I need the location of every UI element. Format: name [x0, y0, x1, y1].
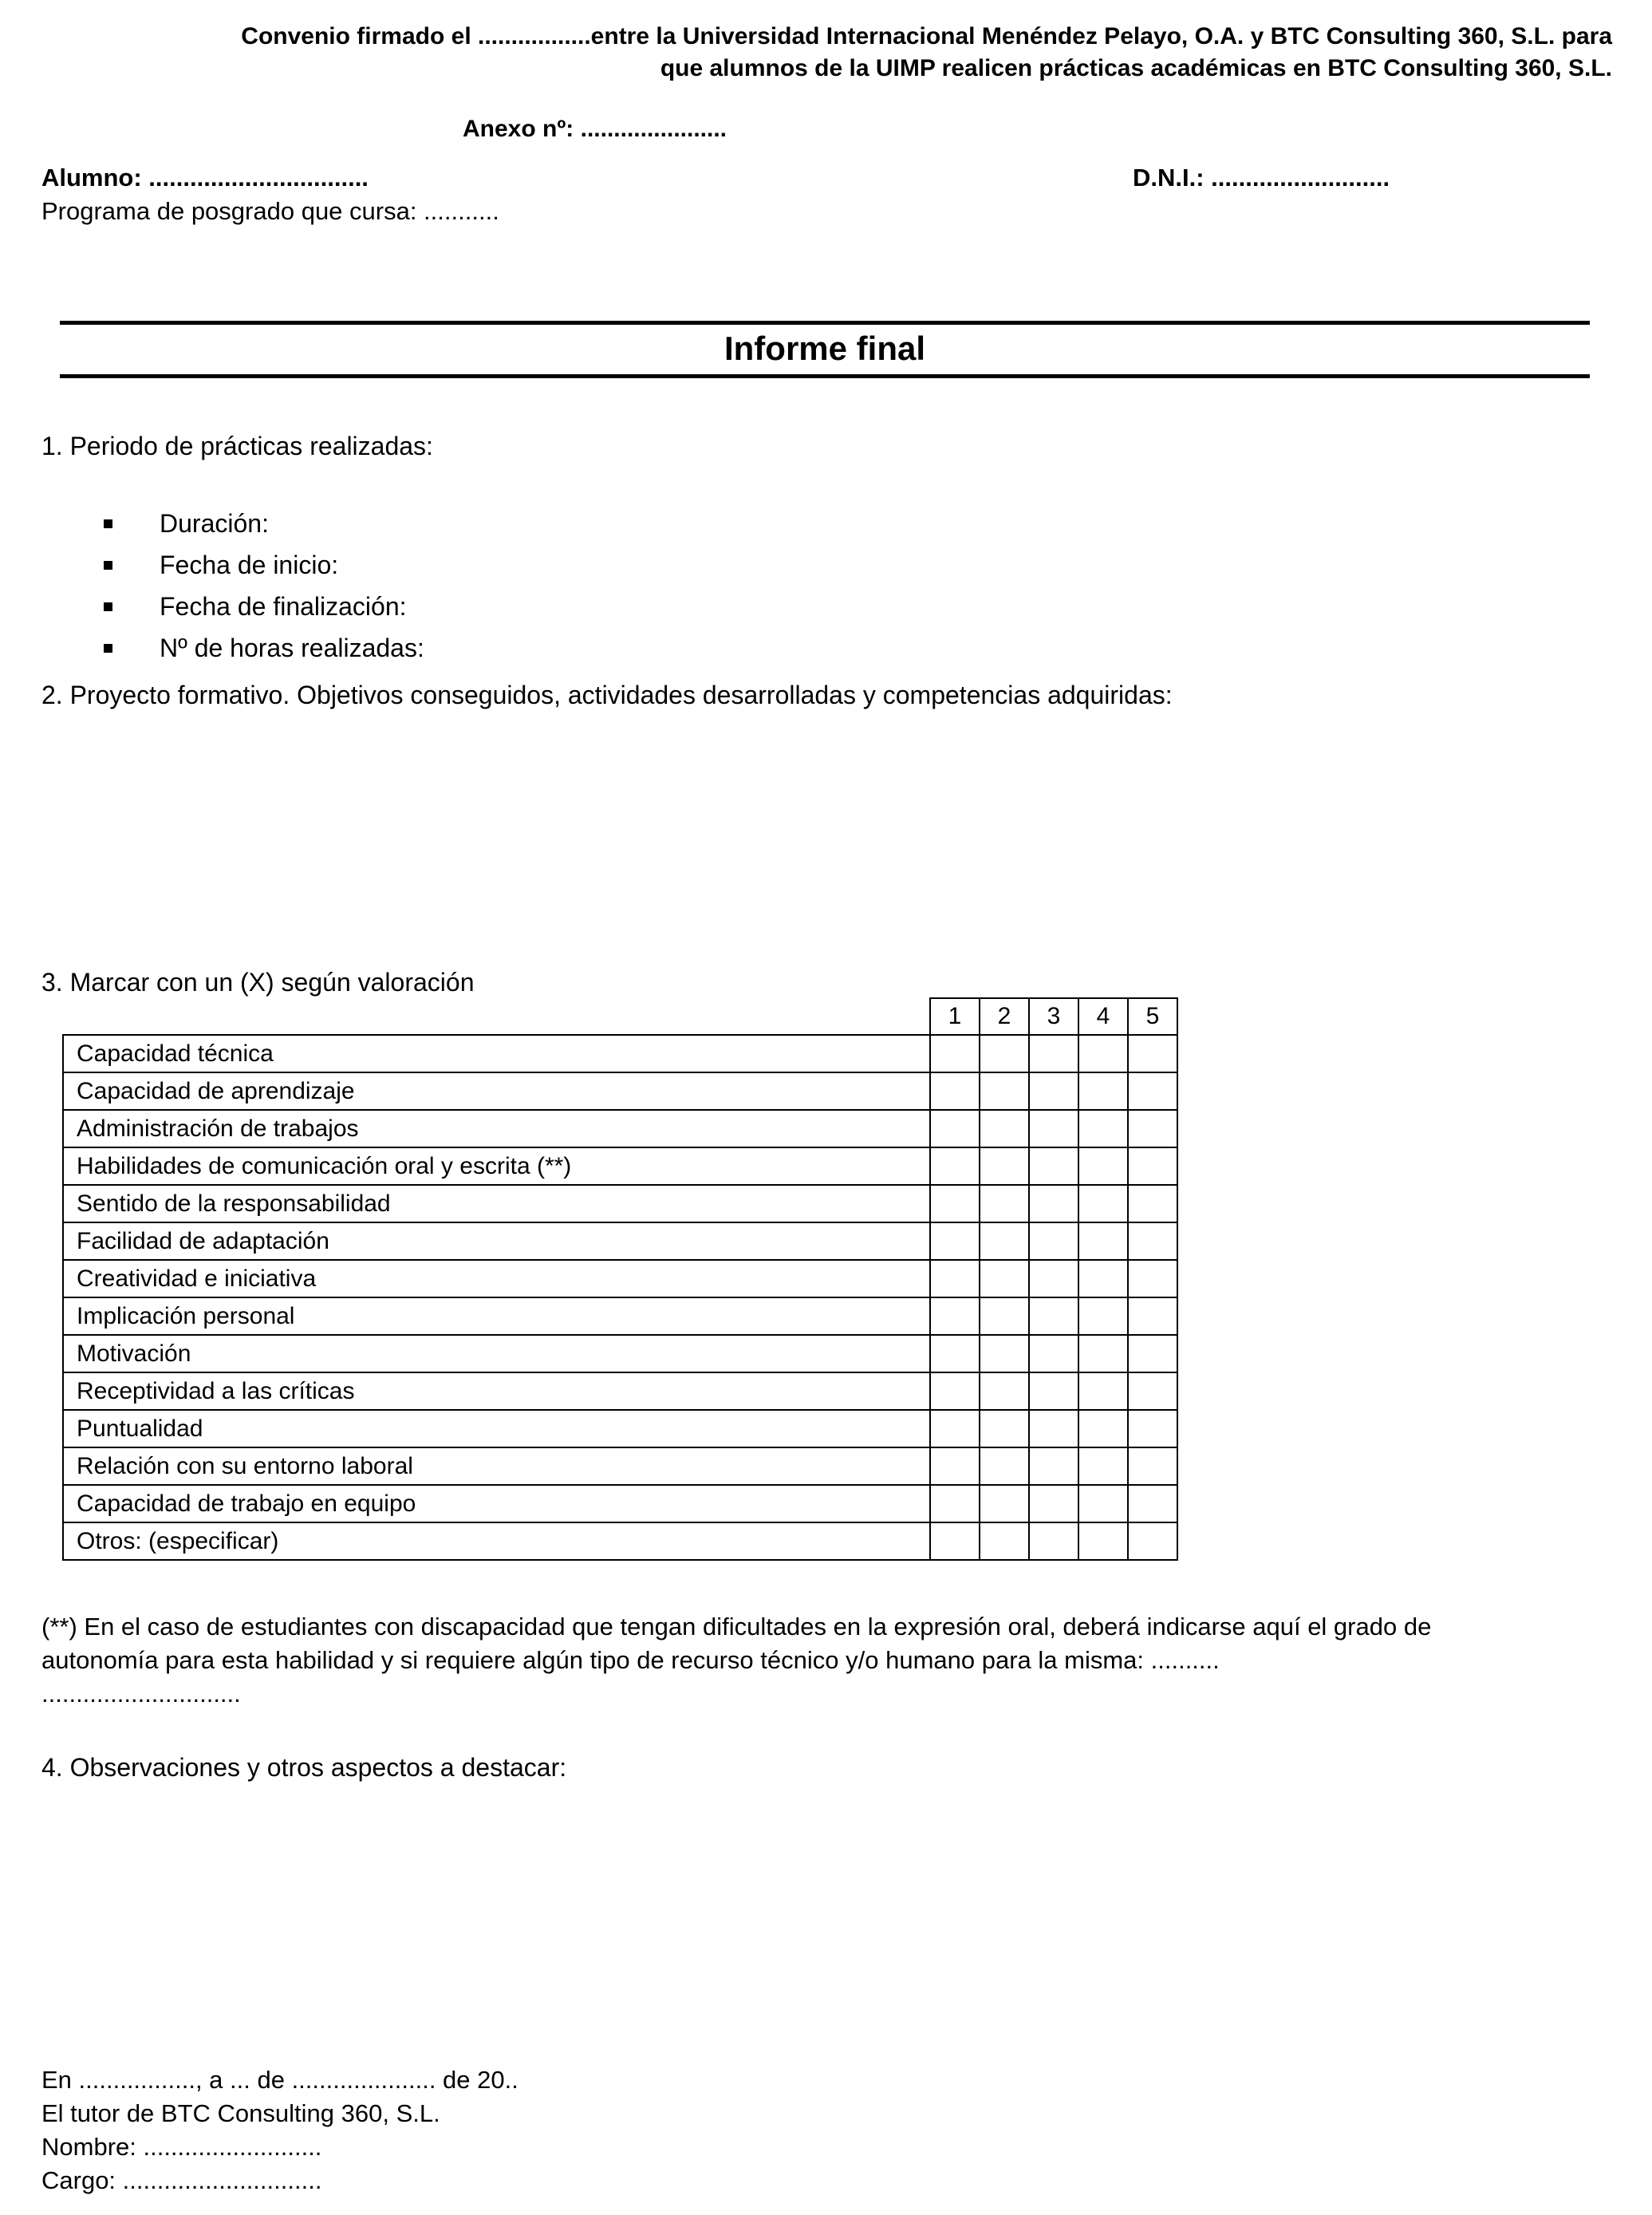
student-id-row	[41, 163, 1612, 193]
rating-header-cell: 4	[1078, 998, 1128, 1035]
rating-cell	[930, 1297, 980, 1335]
rating-label-cell: Facilidad de adaptación	[63, 1222, 930, 1260]
rating-row	[63, 1485, 1177, 1522]
rating-cell	[1029, 1222, 1078, 1260]
rating-cell	[980, 1185, 1029, 1222]
rating-header-spacer	[63, 998, 930, 1035]
rating-cell	[980, 1410, 1029, 1447]
rating-cell	[1128, 1335, 1177, 1372]
agreement-header	[41, 21, 1612, 85]
rating-cell	[1128, 1260, 1177, 1297]
rating-cell	[980, 1522, 1029, 1560]
rating-cell	[930, 1335, 980, 1372]
square-bullet-icon	[104, 519, 112, 528]
rating-cell	[1078, 1147, 1128, 1185]
rating-cell	[1029, 1110, 1078, 1147]
rating-label-cell: Otros: (especificar)	[63, 1522, 930, 1560]
bullet-item-label: Duración:	[160, 509, 269, 538]
rating-header-cell: 3	[1029, 998, 1078, 1035]
rating-cell	[980, 1260, 1029, 1297]
rating-row	[63, 1335, 1177, 1372]
rating-table	[62, 997, 1178, 1561]
cargo-line: Cargo: .............................	[41, 2166, 322, 2194]
section-1-heading: 1. Periodo de prácticas realizadas:	[41, 432, 433, 460]
signature-block	[41, 2063, 1612, 2197]
rating-cell	[1029, 1185, 1078, 1222]
rating-cell	[1128, 1110, 1177, 1147]
rating-cell	[1128, 1185, 1177, 1222]
rating-cell	[1078, 1485, 1128, 1522]
section-3-heading: 3. Marcar con un (X) según valoración	[41, 968, 475, 997]
rating-cell	[930, 1222, 980, 1260]
rating-header-cell: 1	[930, 998, 980, 1035]
rating-cell	[1128, 1522, 1177, 1560]
rating-row	[63, 1372, 1177, 1410]
section-1-bullet-list	[41, 503, 1612, 669]
rating-cell	[1128, 1372, 1177, 1410]
rating-label-cell: Administración de trabajos	[63, 1110, 930, 1147]
rating-cell	[1078, 1222, 1128, 1260]
rating-cell	[1078, 1372, 1128, 1410]
rating-cell	[1029, 1485, 1078, 1522]
square-bullet-icon	[104, 644, 112, 653]
rating-cell	[1128, 1035, 1177, 1072]
rating-cell	[1078, 1410, 1128, 1447]
bullet-item	[41, 627, 1612, 669]
alumno-label: Alumno: ................................	[41, 164, 369, 191]
rating-cell	[1029, 1297, 1078, 1335]
rating-cell	[1128, 1485, 1177, 1522]
report-title-block	[60, 321, 1590, 378]
rating-cell	[1078, 1035, 1128, 1072]
rating-cell	[1078, 1522, 1128, 1560]
rating-cell	[930, 1147, 980, 1185]
rating-cell	[1078, 1110, 1128, 1147]
rating-cell	[930, 1110, 980, 1147]
rating-cell	[1078, 1447, 1128, 1485]
rating-cell	[1128, 1410, 1177, 1447]
rating-cell	[980, 1485, 1029, 1522]
rating-header-cell: 2	[980, 998, 1029, 1035]
rating-row	[63, 1147, 1177, 1185]
rating-cell	[930, 1372, 980, 1410]
bullet-item-label: Fecha de inicio:	[160, 551, 339, 579]
rating-label-cell: Receptividad a las críticas	[63, 1372, 930, 1410]
rating-cell	[930, 1035, 980, 1072]
agreement-header-line2: que alumnos de la UIMP realicen prácticas académicas en BTC Consulting 360, S.L.	[660, 55, 1612, 81]
nombre-line: Nombre: ..........................	[41, 2133, 322, 2161]
rating-cell	[1029, 1447, 1078, 1485]
rating-cell	[1128, 1447, 1177, 1485]
rating-cell	[1128, 1147, 1177, 1185]
rating-cell	[930, 1260, 980, 1297]
section-4-heading: 4. Observaciones y otros aspectos a destacar:	[41, 1753, 567, 1782]
rating-label-cell: Creatividad e iniciativa	[63, 1260, 930, 1297]
rating-label-cell: Capacidad técnica	[63, 1035, 930, 1072]
programa-label: Programa de posgrado que cursa: ...........	[41, 197, 499, 225]
section-2-heading: 2. Proyecto formativo. Objetivos conseguidos, actividades desarrolladas y competencias adquiridas:	[41, 681, 1173, 709]
tutor-line: El tutor de BTC Consulting 360, S.L.	[41, 2099, 440, 2127]
rating-cell	[980, 1147, 1029, 1185]
rating-cell	[930, 1185, 980, 1222]
rating-cell	[1078, 1297, 1128, 1335]
rating-cell	[1029, 1035, 1078, 1072]
rating-cell	[1029, 1522, 1078, 1560]
rating-label-cell: Capacidad de trabajo en equipo	[63, 1485, 930, 1522]
rating-row	[63, 1297, 1177, 1335]
rating-row	[63, 1447, 1177, 1485]
rating-cell	[1029, 1372, 1078, 1410]
rating-cell	[980, 1335, 1029, 1372]
rating-header-cell: 5	[1128, 998, 1177, 1035]
rating-cell	[930, 1072, 980, 1110]
rating-label-cell: Motivación	[63, 1335, 930, 1372]
rating-cell	[1128, 1072, 1177, 1110]
rating-cell	[980, 1372, 1029, 1410]
rating-cell	[930, 1410, 980, 1447]
rating-cell	[1029, 1260, 1078, 1297]
agreement-header-line1: Convenio firmado el .................entre la Universidad Internacional Menéndez Pelayo, O.A. y BTC Consulting 360, S.L. para	[241, 23, 1612, 49]
rating-label-cell: Relación con su entorno laboral	[63, 1447, 930, 1485]
rating-cell	[1078, 1072, 1128, 1110]
rating-row	[63, 1110, 1177, 1147]
square-bullet-icon	[104, 602, 112, 611]
rating-cell	[1029, 1072, 1078, 1110]
rating-cell	[980, 1447, 1029, 1485]
report-title: Informe final	[723, 330, 926, 367]
rating-cell	[1078, 1335, 1128, 1372]
rating-row	[63, 1260, 1177, 1297]
rating-cell	[980, 1110, 1029, 1147]
rating-cell	[930, 1485, 980, 1522]
rating-label-cell: Implicación personal	[63, 1297, 930, 1335]
rating-label-cell: Puntualidad	[63, 1410, 930, 1447]
bullet-item	[41, 503, 1612, 544]
rating-label-cell: Habilidades de comunicación oral y escrita (**)	[63, 1147, 930, 1185]
rating-cell	[980, 1035, 1029, 1072]
footnote-line: autonomía para esta habilidad y si requiere algún tipo de recurso técnico y/o humano para la misma: ..........	[41, 1646, 1220, 1674]
bullet-item-label: Nº de horas realizadas:	[160, 634, 424, 662]
footnote	[41, 1610, 1612, 1711]
rating-header-row	[63, 998, 1177, 1035]
footnote-line: (**) En el caso de estudiantes con discapacidad que tengan dificultades en la expresión oral, deberá indicarse aquí el grado de	[41, 1613, 1432, 1641]
rating-cell	[1078, 1260, 1128, 1297]
rating-row	[63, 1072, 1177, 1110]
date-place-line: En ................., a ... de ..................... de 20..	[41, 2066, 518, 2094]
bullet-item-label: Fecha de finalización:	[160, 592, 407, 621]
rating-cell	[1128, 1297, 1177, 1335]
rating-cell	[1029, 1335, 1078, 1372]
bullet-item	[41, 544, 1612, 586]
rating-row	[63, 1222, 1177, 1260]
rating-label-cell: Sentido de la responsabilidad	[63, 1185, 930, 1222]
rating-cell	[1029, 1410, 1078, 1447]
square-bullet-icon	[104, 561, 112, 570]
rating-row	[63, 1035, 1177, 1072]
rating-cell	[1078, 1185, 1128, 1222]
rating-cell	[980, 1222, 1029, 1260]
rating-cell	[980, 1072, 1029, 1110]
rating-cell	[1029, 1147, 1078, 1185]
rating-row	[63, 1410, 1177, 1447]
rating-row	[63, 1522, 1177, 1560]
rating-cell	[930, 1447, 980, 1485]
bullet-item	[41, 586, 1612, 627]
dni-label: D.N.I.: ..........................	[1133, 164, 1390, 191]
rating-cell	[930, 1522, 980, 1560]
anexo-line: Anexo nº: ......................	[463, 116, 727, 142]
footnote-line: .............................	[41, 1680, 241, 1708]
rating-cell	[1128, 1222, 1177, 1260]
rating-row	[63, 1185, 1177, 1222]
rating-label-cell: Capacidad de aprendizaje	[63, 1072, 930, 1110]
rating-cell	[980, 1297, 1029, 1335]
